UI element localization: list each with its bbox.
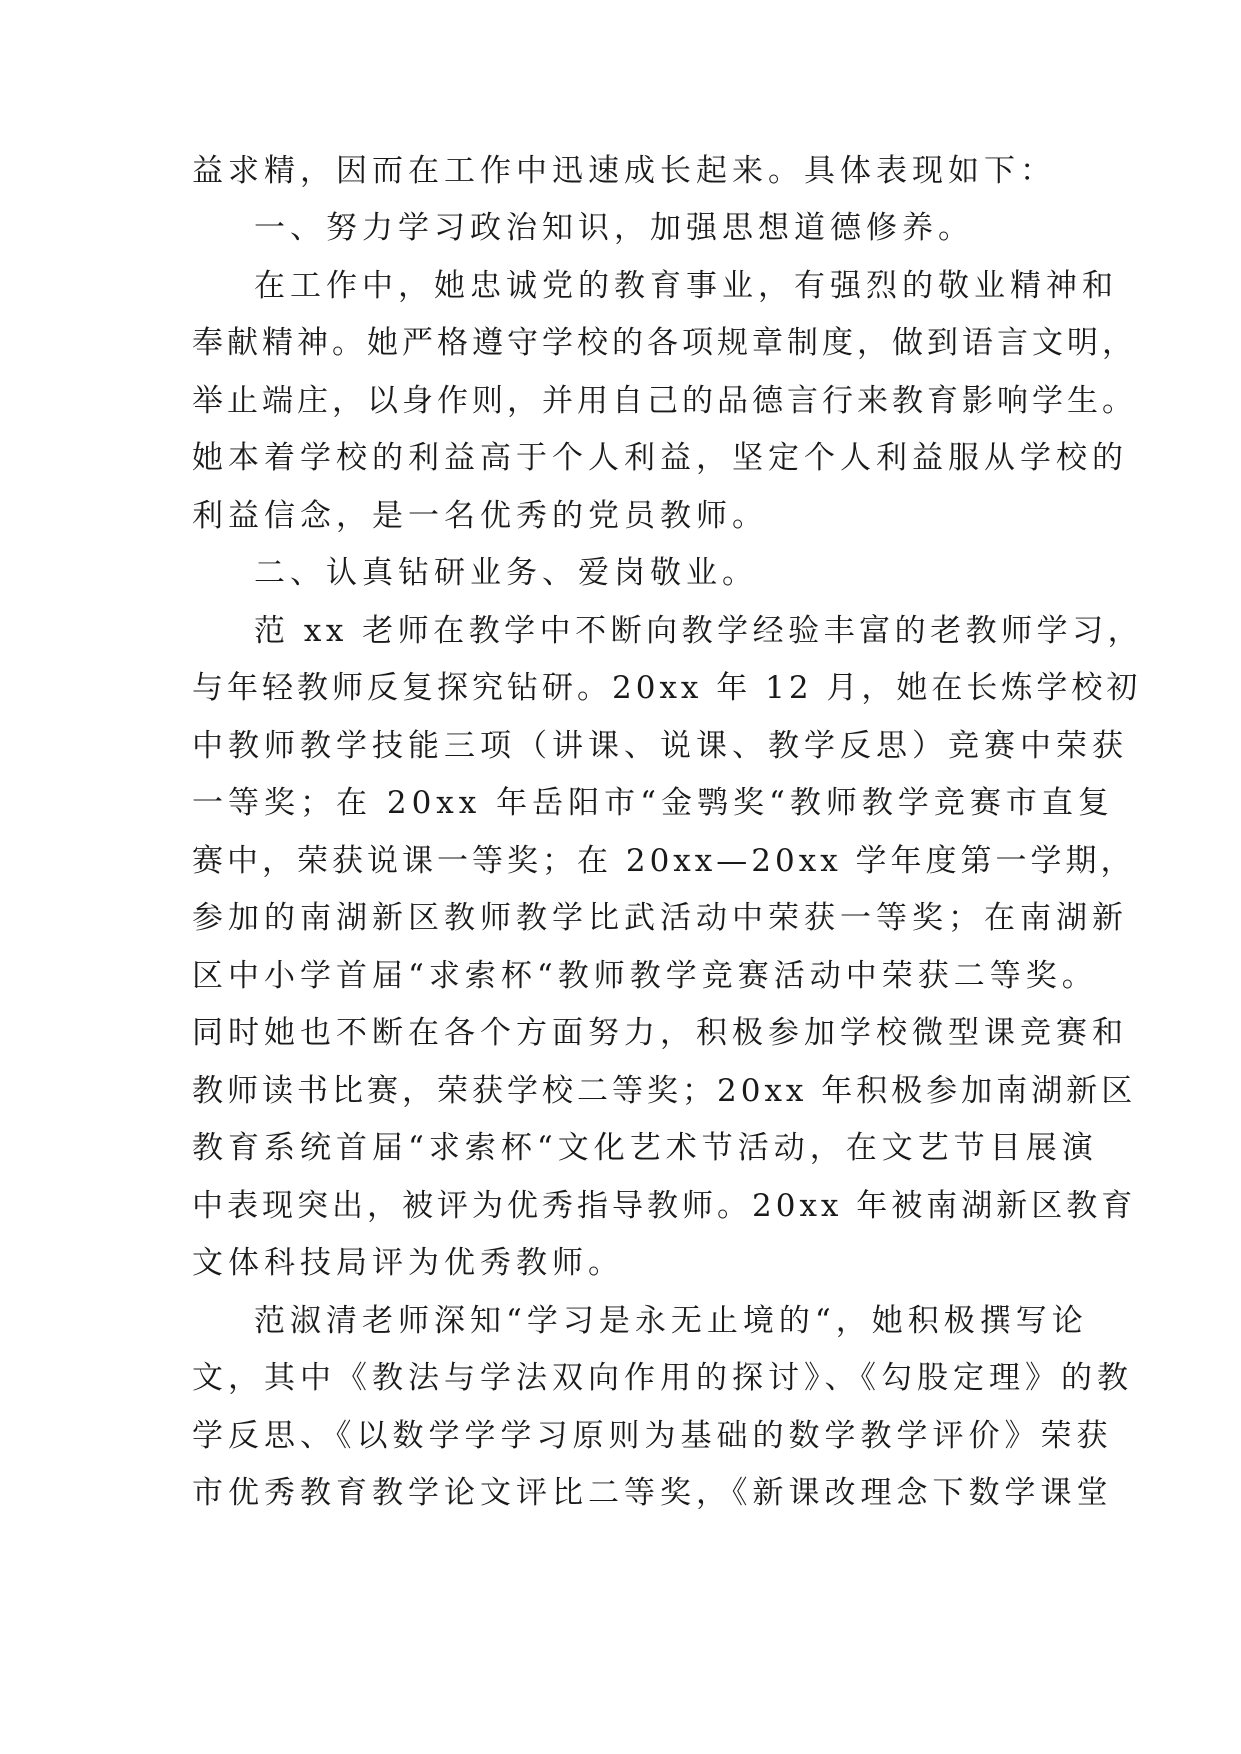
section-heading: 二、认真钻研业务、爱岗敬业。 (254, 555, 758, 591)
text-line: 参加的南湖新区教师教学比武活动中荣获一等奖；在南湖新 (192, 900, 1128, 936)
text-line: 范 xx 老师在教学中不断向教学经验丰富的老教师学习， (254, 613, 1144, 649)
text-line: 中教师教学技能三项（讲课、说课、教学反思）竞赛中荣获 (192, 728, 1128, 764)
text-line: 中表现突出，被评为优秀指导教师。20xx 年被南湖新区教育 (192, 1188, 1137, 1224)
text-line: 与年轻教师反复探究钻研。20xx 年 12 月，她在长炼学校初 (192, 670, 1142, 706)
text-line: 在工作中，她忠诚党的教育事业，有强烈的敬业精神和 (254, 268, 1118, 304)
text-line: 举止端庄，以身作则，并用自己的品德言行来教育影响学生。 (192, 383, 1137, 419)
text-line: 一等奖；在 20xx 年岳阳市“金鹗奖“教师教学竞赛市直复 (192, 785, 1114, 821)
text-line: 赛中，荣获说课一等奖；在 20xx—20xx 学年度第一学期， (192, 843, 1136, 879)
text-line: 同时她也不断在各个方面努力，积极参加学校微型课竞赛和 (192, 1015, 1128, 1051)
text-line: 文，其中《教法与学法双向作用的探讨》、《勾股定理》的教 (192, 1360, 1133, 1396)
text-line: 利益信念，是一名优秀的党员教师。 (192, 498, 768, 534)
text-line: 奉献精神。她严格遵守学校的各项规章制度，做到语言文明， (192, 325, 1137, 361)
text-line: 区中小学首届“求索杯“教师教学竞赛活动中荣获二等奖。 (192, 958, 1098, 994)
text-line: 教育系统首届“求索杯“文化艺术节活动，在文艺节目展演 (192, 1130, 1098, 1166)
text-line: 教师读书比赛，荣获学校二等奖；20xx 年积极参加南湖新区 (192, 1073, 1137, 1109)
section-heading: 一、努力学习政治知识，加强思想道德修养。 (254, 210, 974, 246)
text-line: 学反思、《以数学学学习原则为基础的数学教学评价》荣获 (192, 1418, 1113, 1454)
text-line: 范淑清老师深知“学习是永无止境的“，她积极撰写论 (254, 1303, 1088, 1339)
text-line: 益求精，因而在工作中迅速成长起来。具体表现如下： (192, 153, 1056, 189)
text-line: 文体科技局评为优秀教师。 (192, 1245, 624, 1281)
text-line: 她本着学校的利益高于个人利益，坚定个人利益服从学校的 (192, 440, 1128, 476)
text-line: 市优秀教育教学论文评比二等奖，《新课改理念下数学课堂 (192, 1475, 1113, 1511)
